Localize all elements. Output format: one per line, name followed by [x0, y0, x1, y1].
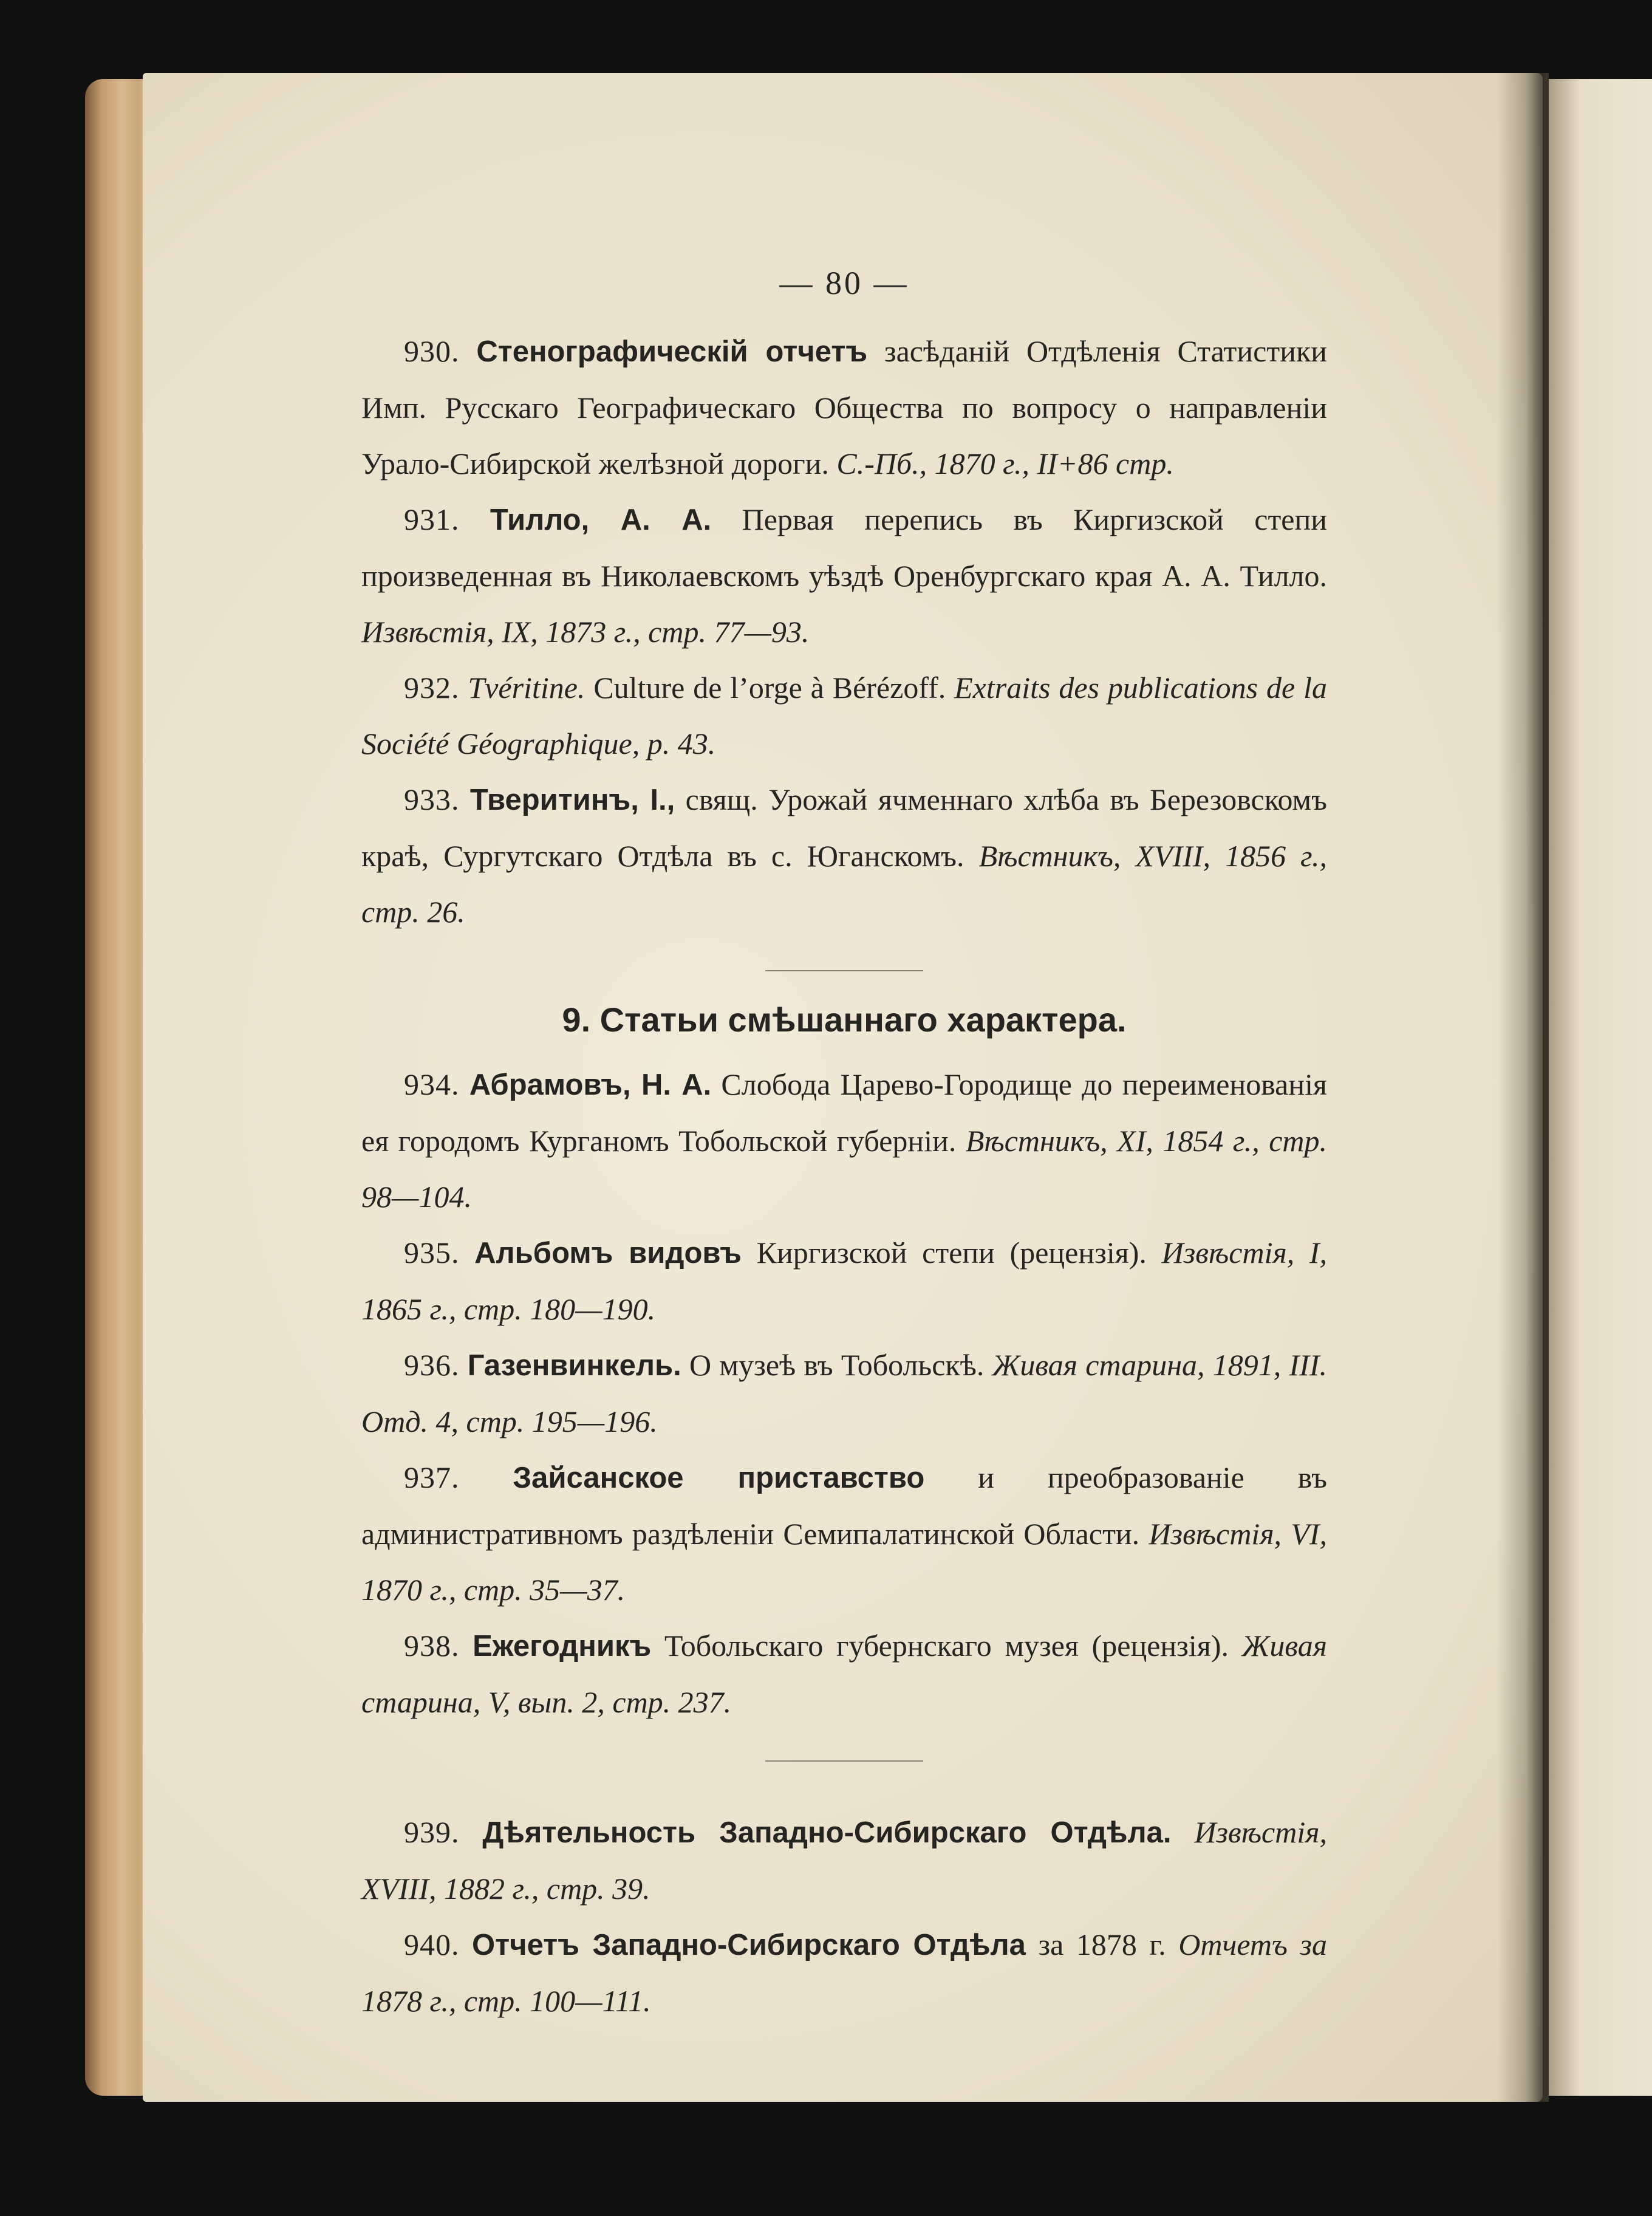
entry-text: Culture de l’orge à Bérézoff. — [585, 671, 955, 705]
bibliography-entry — [361, 1337, 1327, 1449]
bibliography-entry — [361, 1056, 1327, 1225]
entry-number: 935. — [404, 1236, 460, 1270]
facing-page-edge — [1549, 79, 1652, 2096]
bibliography-entry — [361, 1804, 1327, 1917]
entry-author: Дѣятельность Западно-Сибирскаго Отдѣла. — [482, 1816, 1172, 1849]
entry-author: Зайсанское приставство — [513, 1462, 925, 1494]
entry-citation: Вѣстникъ, XI, 1854 г., стр. 98—104. — [361, 1124, 1327, 1214]
entry-text: и преобразованіе въ административномъ раздѣленіи Семипалатинской Области. — [361, 1460, 1328, 1551]
entry-author: Ежегодникъ — [473, 1630, 652, 1663]
bibliography-entry — [361, 1225, 1327, 1337]
entry-author: Альбомъ видовъ — [474, 1237, 742, 1270]
entry-number: 940. — [404, 1927, 460, 1961]
entry-text: О музеѣ въ Тобольскѣ. — [681, 1348, 992, 1382]
entry-number: 930. — [404, 334, 460, 368]
entry-text: Тобольскаго губернскаго музея (рецензія). — [651, 1629, 1242, 1663]
bibliography-entry — [361, 323, 1327, 491]
bibliography-entry — [361, 660, 1327, 771]
bibliography-entry — [361, 771, 1327, 940]
entry-author: Газенвинкель. — [467, 1349, 681, 1382]
spacer — [361, 1780, 1327, 1804]
bibliography-entry — [361, 1618, 1327, 1730]
entry-text: Киргизской степи (рецензія). — [742, 1236, 1162, 1270]
entry-author: Абрамовъ, Н. А. — [469, 1069, 712, 1101]
entry-number: 936. — [404, 1348, 460, 1382]
entry-citation: С.-Пб., 1870 г., II+86 стр. — [836, 446, 1174, 480]
bibliography-entry — [361, 1917, 1327, 2029]
entry-number: 933. — [404, 782, 460, 816]
bibliography-entry — [361, 1449, 1327, 1618]
page-text — [361, 255, 1327, 2029]
entry-text: Первая перепись въ Киргизской степи произведенная въ Николаевскомъ уѣздѣ Оренбургскаго края А. А. Тилло. — [361, 502, 1328, 593]
entry-text: за 1878 г. — [1025, 1927, 1179, 1961]
entry-citation: Извѣстія, I, 1865 г., стр. 180—190. — [361, 1236, 1328, 1326]
entry-citation: Extraits des publications de la Société Géographique, p. 43. — [361, 671, 1328, 761]
entry-text: свящ. Урожай ячменнаго хлѣба въ Березовскомъ краѣ, Сургутскаго Отдѣла въ с. Юганскомъ. — [361, 782, 1327, 873]
entry-author: Тилло, А. А. — [490, 504, 712, 536]
book-page-edges — [85, 79, 152, 2096]
entry-number: 932. — [404, 671, 460, 705]
entry-number: 934. — [404, 1067, 460, 1101]
entry-text — [1171, 1815, 1194, 1849]
entry-text: Слобода Царево-Городище до переименованія ея городомъ Курганомъ Тобольской губерніи. — [361, 1067, 1328, 1158]
entry-text: засѣданій Отдѣленія Статистики Имп. Русскаго Географическаго Общества по вопросу о направленіи Урало-Сибирской желѣзной дороги. — [361, 334, 1327, 480]
entry-citation: Извѣстія, VI, 1870 г., стр. 35—37. — [361, 1517, 1328, 1607]
entry-number: 939. — [404, 1815, 460, 1849]
entry-number: 938. — [404, 1629, 460, 1663]
entry-author: Отчетъ Западно-Сибирскаго Отдѣла — [472, 1929, 1026, 1961]
entry-author: Стенографическій отчетъ — [476, 335, 868, 368]
entry-author: Тверитинъ, I., — [469, 784, 675, 816]
bibliography-entry — [361, 491, 1327, 660]
section-divider — [765, 970, 923, 971]
entry-citation: Отчетъ за 1878 г., стр. 100—111. — [361, 1927, 1328, 2018]
entry-number: 931. — [404, 502, 460, 536]
entry-citation: Живая старина, 1891, III. Отд. 4, стр. 195—196. — [361, 1348, 1327, 1438]
section-heading: 9. Статьи смѣшаннаго характера. — [562, 1000, 1127, 1039]
page-number: — 80 — — [779, 265, 909, 301]
entry-author-italic: Tvéritine. — [468, 671, 585, 705]
entry-number: 937. — [404, 1460, 460, 1494]
entry-citation: Вѣстникъ, XVIII, 1856 г., стр. 26. — [361, 839, 1327, 929]
entry-citation: Извѣстія, IX, 1873 г., стр. 77—93. — [361, 615, 810, 649]
section-divider — [765, 1760, 923, 1762]
entry-citation: Извѣстія, XVIII, 1882 г., стр. 39. — [361, 1815, 1327, 1906]
entry-citation: Живая старина, V, вып. 2, стр. 237. — [361, 1629, 1327, 1719]
page-gutter-shadow — [1497, 73, 1549, 2102]
